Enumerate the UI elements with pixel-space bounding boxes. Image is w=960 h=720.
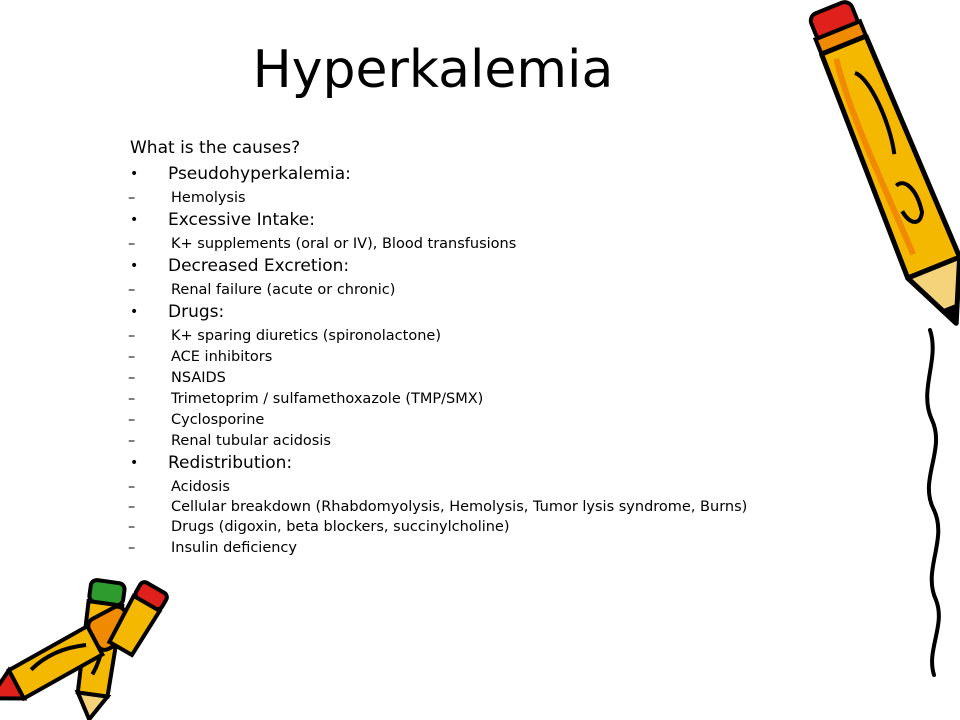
- list-item: – Renal tubular acidosis: [128, 432, 810, 450]
- cause-list: [130, 163, 850, 557]
- section-pseudohyperkalemia: [130, 163, 850, 207]
- sub-list: [168, 327, 850, 450]
- list-item: – ACE inhibitors: [128, 348, 810, 366]
- section-heading: Pseudohyperkalemia:: [168, 164, 351, 184]
- intro-question: What is the causes?: [130, 138, 301, 158]
- list-item: – K+ sparing diuretics (spironolactone): [128, 327, 810, 345]
- sub-list: [168, 478, 850, 557]
- section-excessive-intake: [130, 209, 850, 253]
- section-heading: Redistribution:: [168, 453, 293, 473]
- list-item: – NSAIDS: [128, 369, 810, 387]
- section-heading: Decreased Excretion:: [168, 256, 350, 276]
- pencil-icon: [790, 0, 960, 720]
- slide-title: Hyperkalemia: [252, 40, 614, 100]
- sub-list: [168, 281, 850, 299]
- list-item: – Renal failure (acute or chronic): [128, 281, 810, 299]
- section-redistribution: [130, 452, 850, 557]
- list-item: – Drugs (digoxin, beta blockers, succinylcholine): [128, 518, 810, 536]
- section-drugs: [130, 301, 850, 450]
- pencils-icon: [0, 575, 200, 720]
- section-heading: Drugs:: [168, 302, 225, 322]
- list-item: – Insulin deficiency: [128, 539, 810, 557]
- list-item: – Trimetoprim / sulfamethoxazole (TMP/SMX): [128, 390, 810, 408]
- list-item: – K+ supplements (oral or IV), Blood transfusions: [128, 235, 810, 253]
- list-item: – Acidosis: [128, 478, 810, 496]
- slide-body: [130, 136, 850, 559]
- list-item: – Cellular breakdown (Rhabdomyolysis, Hemolysis, Tumor lysis syndrome, Burns): [128, 499, 810, 515]
- section-heading: Excessive Intake:: [168, 210, 315, 230]
- sub-list: [168, 189, 850, 207]
- list-item: – Cyclosporine: [128, 411, 810, 429]
- sub-list: [168, 235, 850, 253]
- list-item: – Hemolysis: [128, 189, 810, 207]
- section-decreased-excretion: [130, 255, 850, 299]
